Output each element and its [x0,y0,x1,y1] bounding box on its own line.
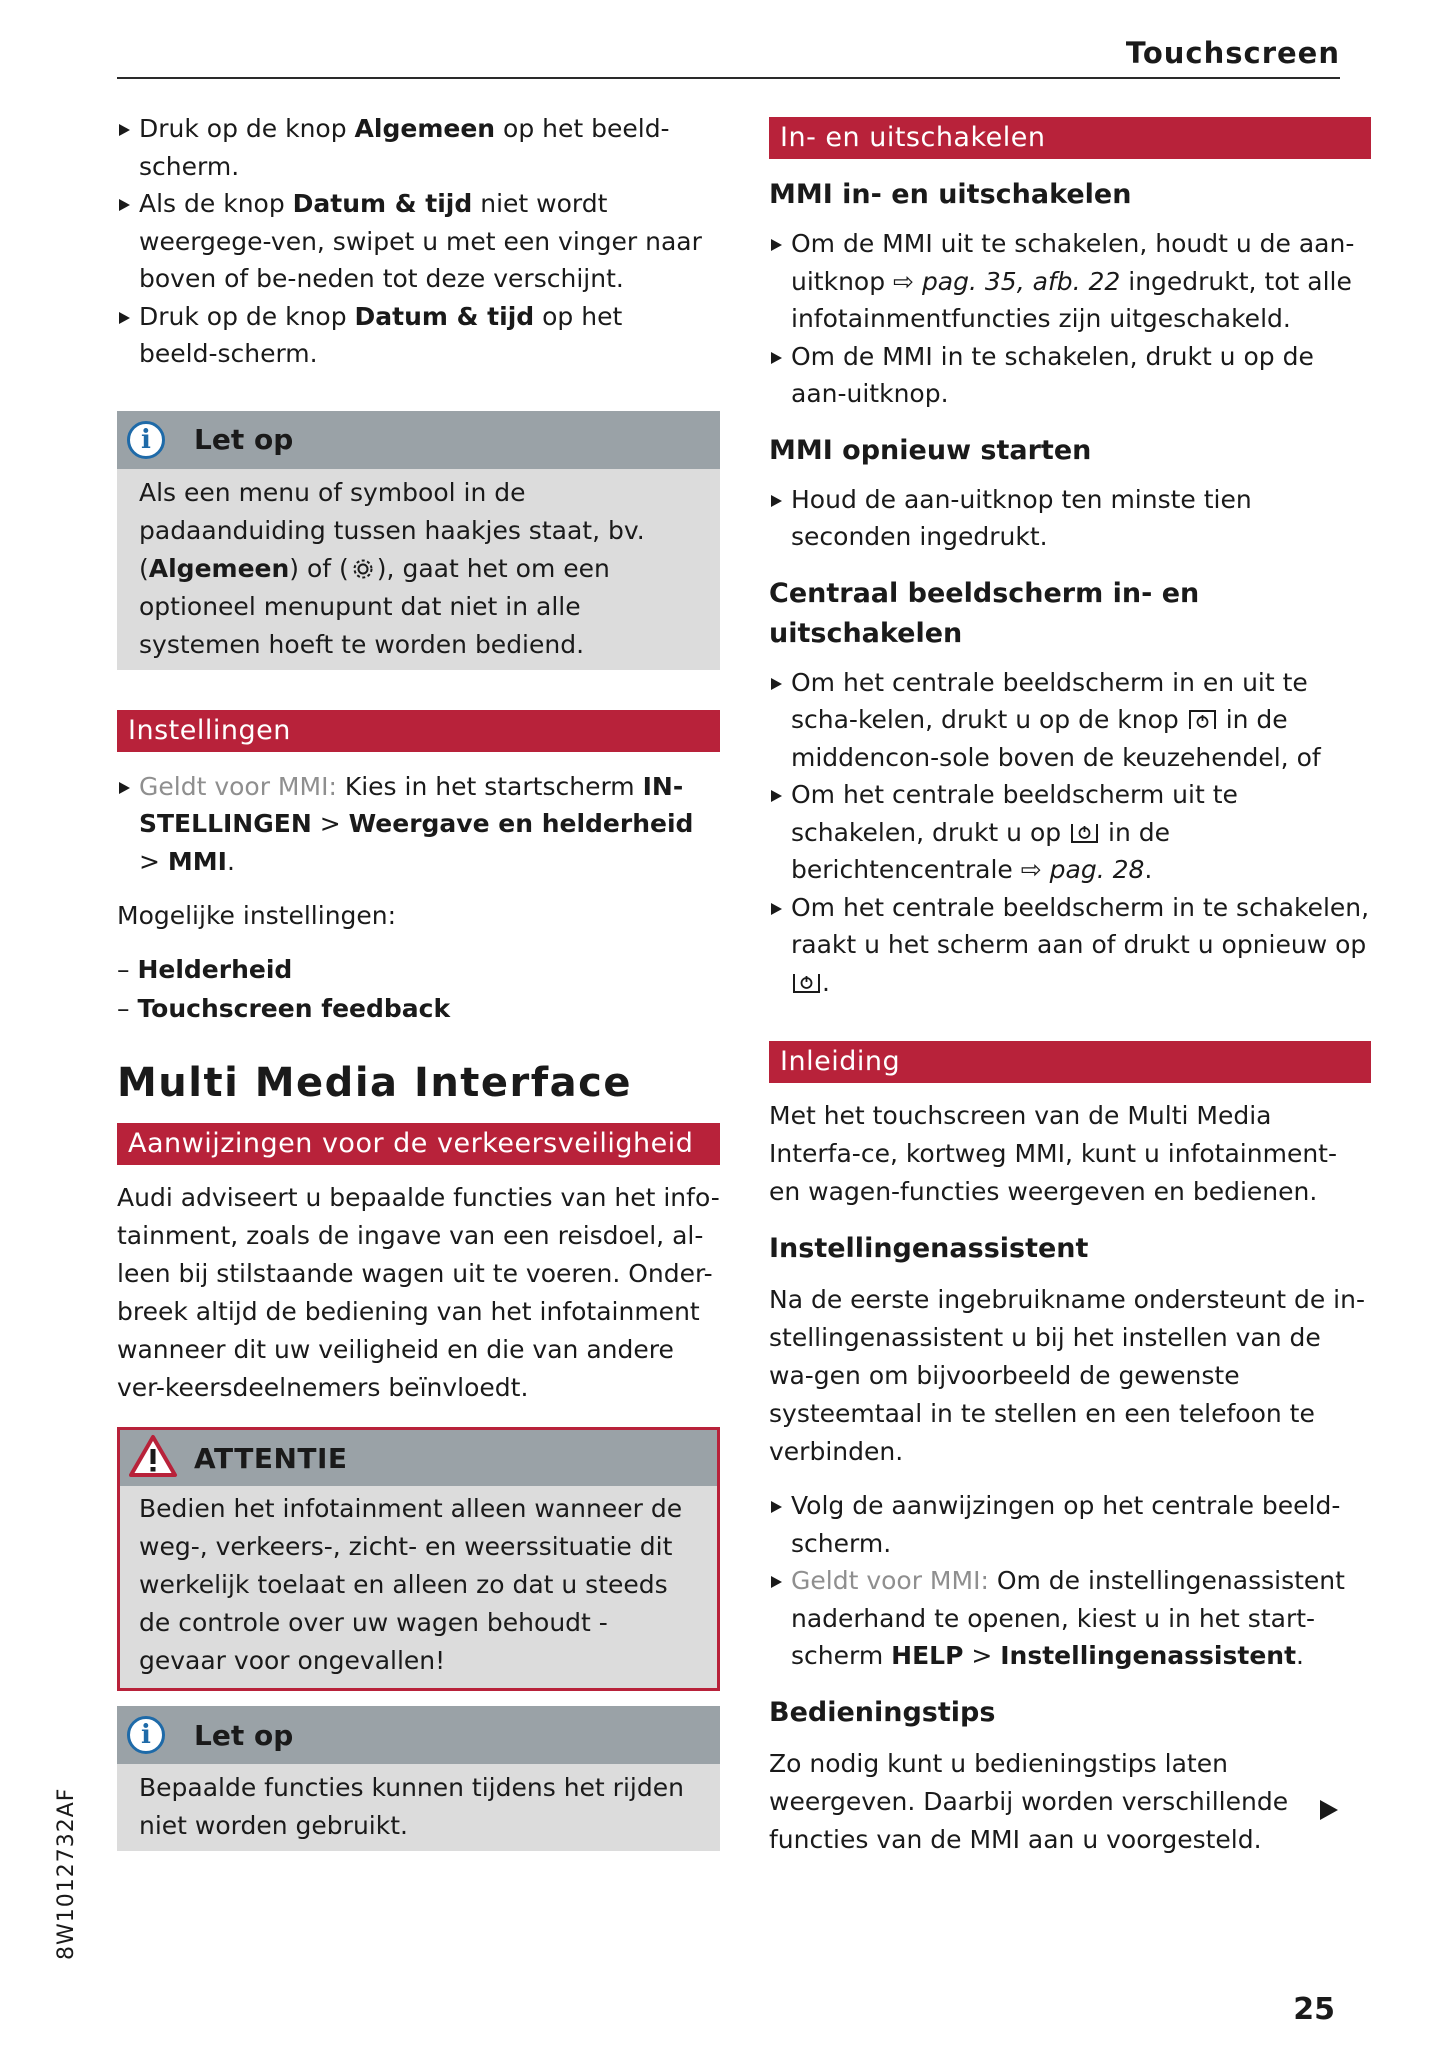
warning-icon [128,1434,178,1482]
instruction-list [769,481,1371,556]
safety-text: Audi adviseert u bepaalde functies van het info-tainment, zoals de ingave van een reisdoel, al-leen bij stilstaande wagen uit te voeren. Onder-breek altijd de bediening van het infotainment wanneer dit uw veiligheid en die van andere ver-keersdeelnemers beïnvloedt. [117,1183,720,1402]
document-code: 8W1012732AF [54,1787,79,1960]
list-item: Om het centrale beeldscherm in en uit te scha-kelen, drukt u op de knop in de middencon-sole boven de keuzehendel, of [769,664,1371,777]
page-header-title: Touchscreen [1125,36,1340,70]
settings-options [117,950,720,1028]
section-bar-instellingen: Instellingen [117,710,720,752]
subheading: MMI opnieuw starten [769,434,1092,466]
intro-text: Met het touchscreen van de Multi Media Interfa-ce, kortweg MMI, kunt u infotainment- en wagen-functies weergeven en bedienen. [769,1101,1337,1206]
list-item: Geldt voor MMI: Kies in het startscherm IN-STELLINGEN > Weergave en helderheid > MMI. [117,768,720,881]
instruction-list [117,110,707,373]
section-bar-inleiding: Inleiding [769,1041,1371,1083]
instruction-list [769,1487,1371,1675]
list-item: Druk op de knop Datum & tijd op het beeld-scherm. [117,298,707,373]
list-item: Druk op de knop Algemeen op het beeld-scherm. [117,110,707,185]
note-header [117,411,720,469]
continue-arrow-icon [1320,1800,1338,1820]
note-text: Als een menu of symbool in de padaanduiding tussen haakjes staat, bv. (Algemeen) of ( ), gaat het om een optioneel menupunt dat niet in alle systemen hoeft te worden bediend. [139,477,645,659]
subheading: MMI in- en uitschakelen [769,179,1132,210]
info-icon: i [127,1716,165,1754]
list-item: Om het centrale beeldscherm in te schakelen, raakt u het scherm aan of drukt u opnieuw op . [769,889,1371,1002]
section-bar-on-off: In- en uitschakelen [769,117,1371,159]
settings-gear-icon [350,557,376,581]
list-item: – Touchscreen feedback [117,994,451,1023]
right-column [769,117,1371,1859]
list-item: Geldt voor MMI: Om de instellingenassistent naderhand te openen, kiest u in het start-scherm HELP > Instellingenassistent. [769,1562,1371,1675]
instruction-list [769,664,1371,1002]
note-title: Let op [194,1718,294,1752]
chapter-title: Multi Media Interface [117,1060,633,1106]
tips-text: Zo nodig kunt u bedieningstips laten weergeven. Daarbij worden verschillende functies van de MMI aan u voorgesteld. [769,1748,1289,1854]
screen-power-icon [792,972,821,994]
note-box [117,1706,720,1851]
note-header [117,1706,720,1764]
screen-power-icon [1188,709,1217,731]
screen-power-icon [1070,822,1099,844]
warning-header [120,1430,717,1486]
subheading: Instellingenassistent [769,1233,1089,1264]
list-item: Om het centrale beeldscherm uit te schakelen, drukt u op in de berichtencentrale ⇨ pag. 28. [769,776,1371,889]
list-item: – Helderheid [117,955,293,984]
list-item: Volg de aanwijzingen op het centrale beeld-scherm. [769,1487,1371,1562]
subheading: Bedieningstips [769,1696,996,1728]
note-box [117,411,720,670]
instruction-list [769,225,1371,413]
warning-box [117,1427,720,1691]
possible-settings-label: Mogelijke instellingen: [117,901,397,930]
note-title: Let op [194,423,294,456]
info-icon: i [127,421,165,459]
header-rule [117,77,1340,79]
warning-title: ATTENTIE [194,1441,348,1475]
settings-list [117,768,720,881]
list-item: Om de MMI uit te schakelen, houdt u de aan-uitknop ⇨ pag. 35, afb. 22 ingedrukt, tot alle infotainmentfuncties zijn uitgeschakeld. [769,225,1371,338]
subheading: Centraal beeldscherm in- en uitschakelen [769,577,1200,649]
page-number: 25 [1293,1992,1335,2027]
list-item: Om de MMI in te schakelen, drukt u op de aan-uitknop. [769,338,1371,413]
warning-text: Bedien het infotainment alleen wanneer de weg-, verkeers-, zicht- en weerssituatie dit werkelijk toelaat en alleen zo dat u steeds de controle over uw wagen behoudt - gevaar voor ongevallen! [139,1494,683,1675]
left-column [117,110,720,1851]
assistant-text: Na de eerste ingebruikname ondersteunt de in-stellingenassistent u bij het instellen van de wa-gen om bijvoorbeeld de gewenste systeemtaal in te stellen en een telefoon te verbinden. [769,1285,1365,1466]
section-bar-safety: Aanwijzingen voor de verkeersveiligheid [117,1123,720,1165]
note-text: Bepaalde functies kunnen tijdens het rijden niet worden gebruikt. [139,1773,684,1840]
list-item: Houd de aan-uitknop ten minste tien seconden ingedrukt. [769,481,1371,556]
list-item: Als de knop Datum & tijd niet wordt weergege-ven, swipet u met een vinger naar boven of be-neden tot deze verschijnt. [117,185,707,298]
